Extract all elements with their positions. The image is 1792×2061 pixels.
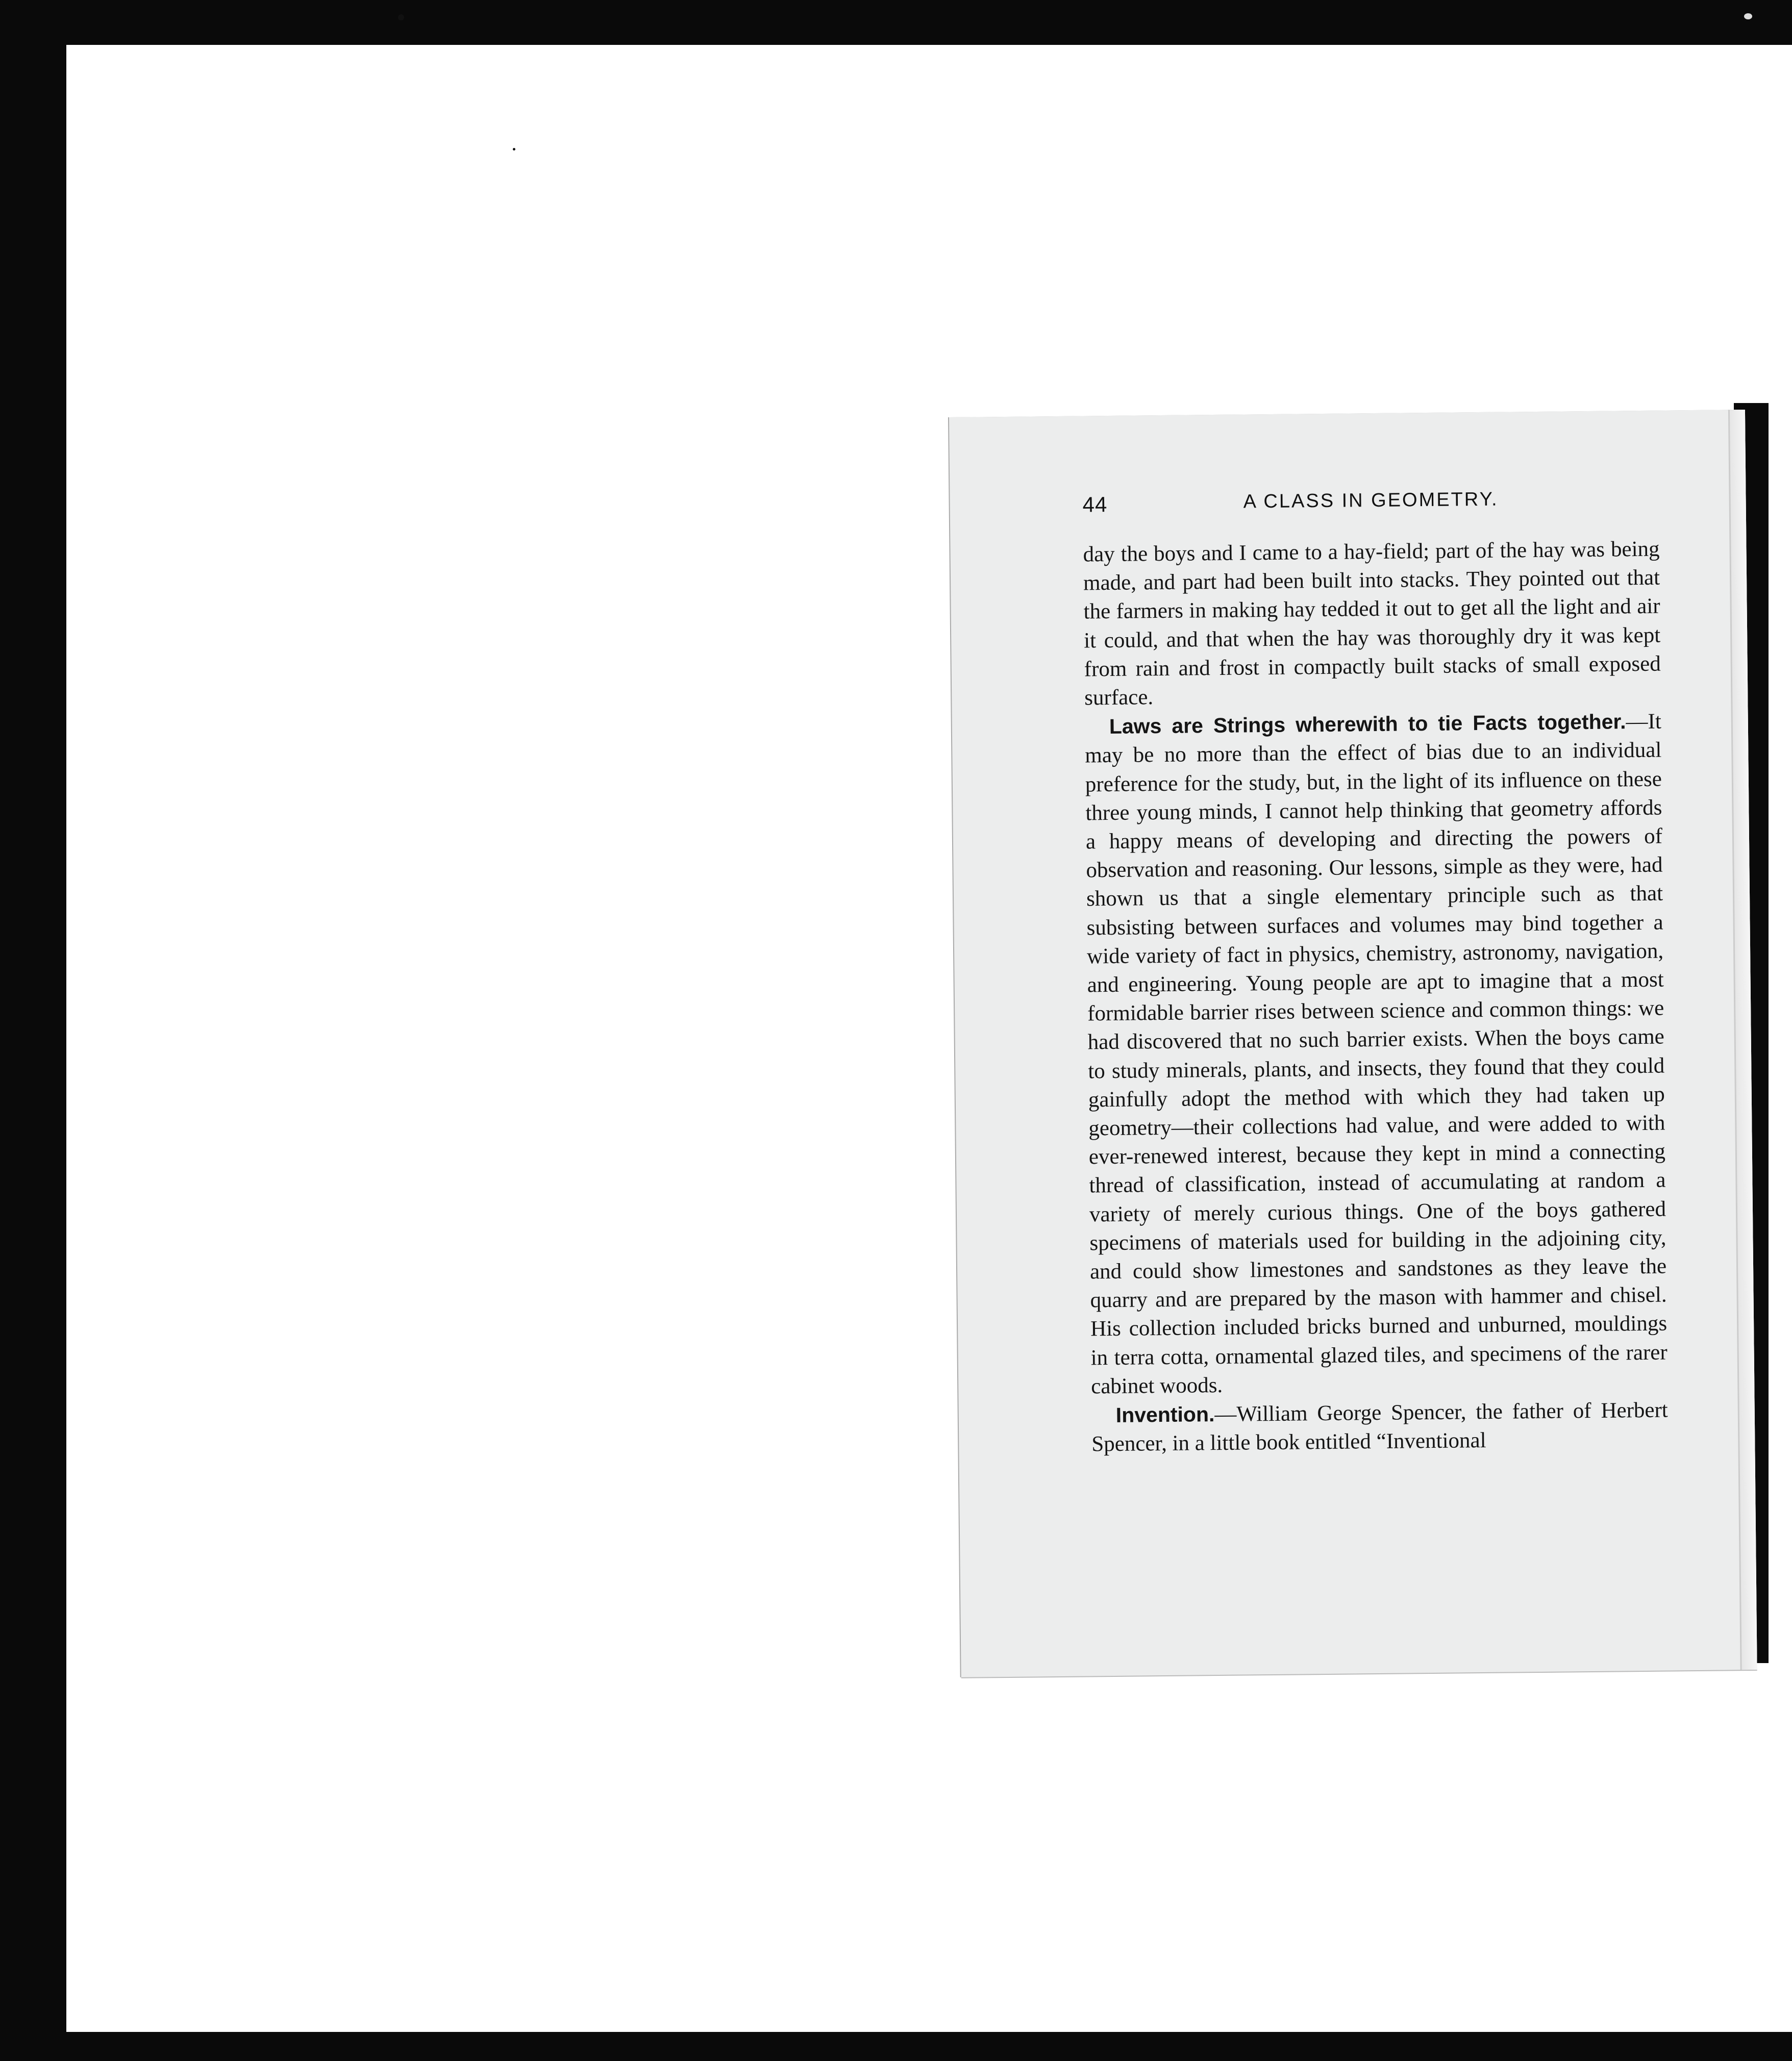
book-page xyxy=(949,410,1757,1677)
paragraph-invention xyxy=(1091,1396,1669,1459)
dust-speck xyxy=(398,14,404,20)
section-heading-laws: Laws are Strings wherewith to tie Facts together. xyxy=(1109,710,1626,739)
running-head xyxy=(1082,487,1659,529)
paragraph-hay-field xyxy=(1083,535,1661,713)
page-number: 44 xyxy=(1082,492,1108,517)
paragraph-text: —William George Spencer, the father of Herbert Spencer, in a little book entitled “Inventional xyxy=(1091,1398,1668,1456)
book-cover-edge xyxy=(1769,398,1792,1663)
paragraph-text: —It may be no more than the effect of bias due to an individual preference for the study, but, in the light of its influence on these three young minds, I cannot help thinking that geometry affords a happy means of developing and directing the powers of observation and reasoning. Our lessons, simple as they were, had shown us that a single elementary principle such as that subsisting between surfaces and volumes may bind together a wide variety of fact in physics, chemistry, astronomy, navigation, and engineering. Young people are apt to imagine that a most formidable barrier rises between science and common things: we had discovered that no such barrier exists. When the boys came to study minerals, plants, and insects, they found that they could gainfully adopt the method with which they had taken up geometry—their collections had value, and were added to with ever-renewed interest, because they kept in mind a connecting thread of classification, instead of accumulating at random a variety of merely curious things. One of the boys gathered specimens of materials used for building in the adjoining city, and could show limestones and sandstones as they leave the quarry and are prepared by the mason with hammer and chisel. His collection included bricks burned and unburned, mouldings in terra cotta, ornamental glazed tiles, and specimens of the rarer cabinet woods. xyxy=(1085,709,1667,1399)
paragraph-text: day the boys and I came to a hay-field; part of the hay was being made, and part had been built into stacks. They pointed out that the farmers in making hay tedded it out to get all the light and air it could, and that when the hay was thoroughly dry it was kept from rain and frost in compactly built stacks of small exposed surface. xyxy=(1083,537,1661,710)
body-text xyxy=(1083,535,1668,1459)
running-title: A CLASS IN GEOMETRY. xyxy=(1243,488,1499,513)
paragraph-laws xyxy=(1085,707,1668,1401)
dust-speck xyxy=(1744,13,1752,19)
dust-speck xyxy=(513,148,515,150)
section-heading-invention: Invention. xyxy=(1115,1402,1215,1427)
